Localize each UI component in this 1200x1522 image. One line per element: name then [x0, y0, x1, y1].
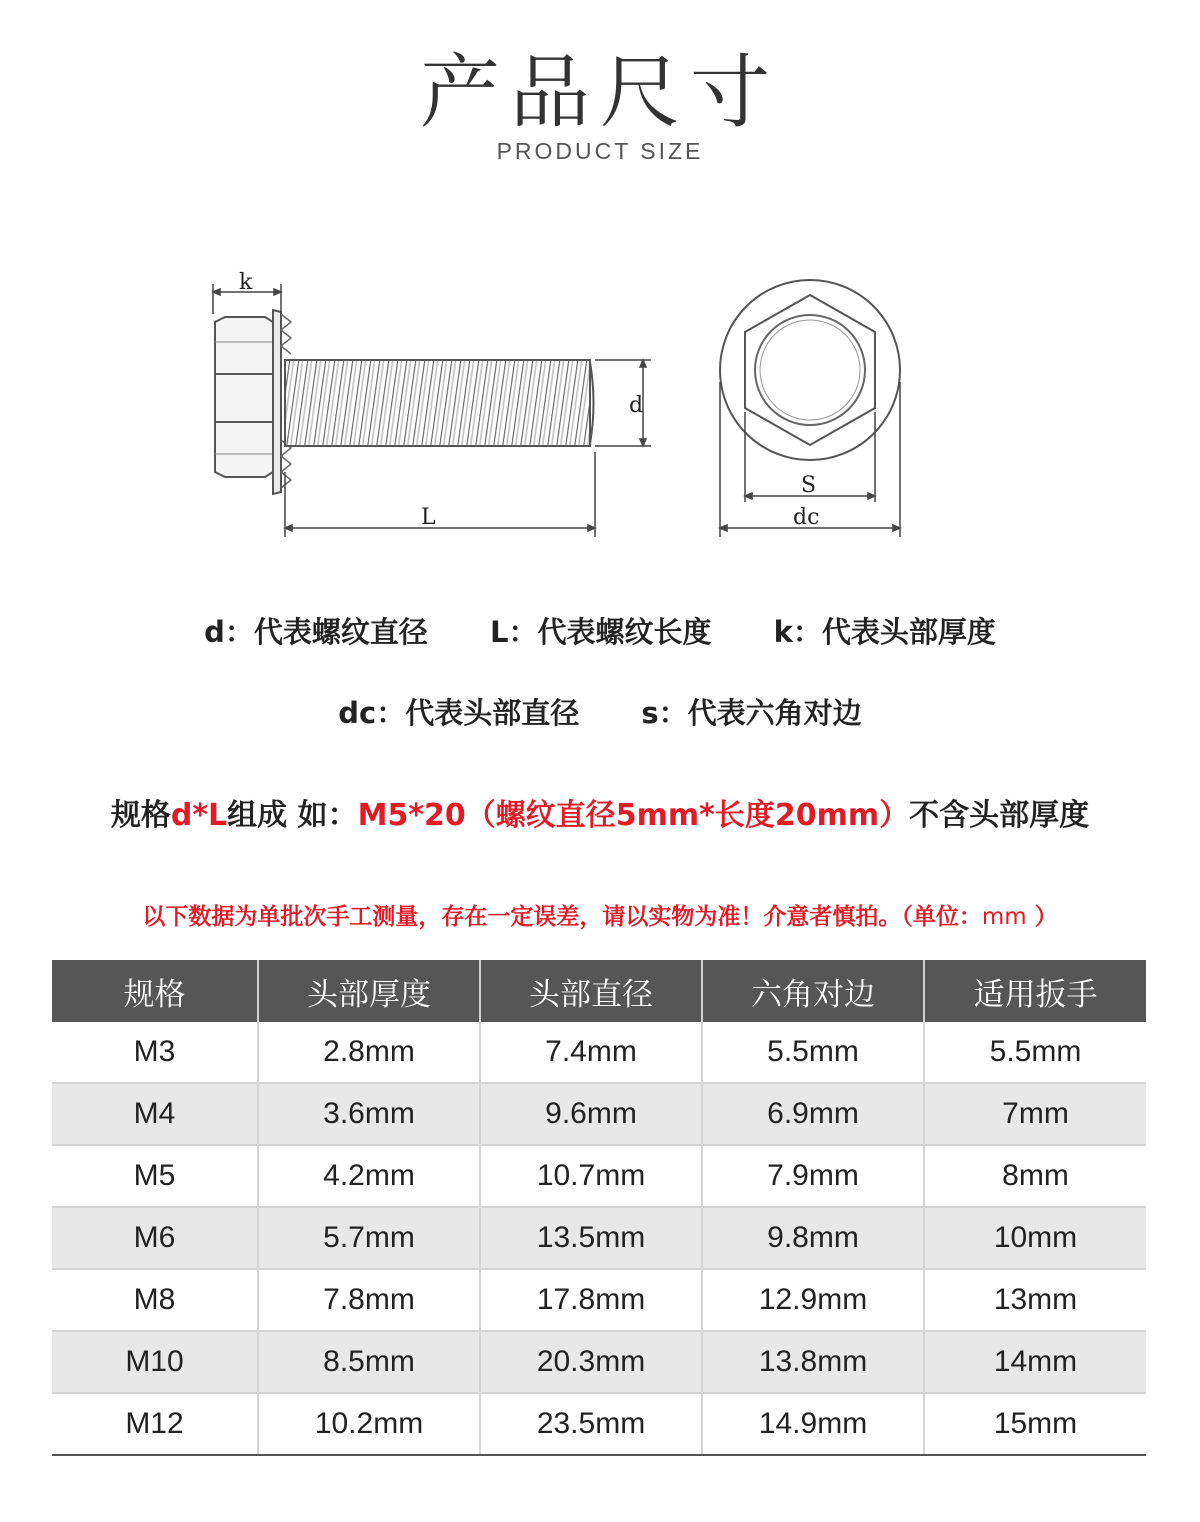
- label-s: S: [801, 473, 817, 498]
- cell: 12.9mm: [702, 1269, 924, 1331]
- cell: M10: [52, 1331, 258, 1393]
- bolt-side-view: [215, 310, 594, 494]
- label-L: L: [421, 505, 436, 530]
- legend-item-d: d：代表螺纹直径: [204, 615, 428, 649]
- header-wrench-size: 适用扳手: [924, 960, 1146, 1022]
- measurement-notice: 以下数据为单批次手工测量，存在一定误差，请以实物为准！介意者慎拍。（单位：mm ）: [142, 904, 1058, 930]
- cell: 7.8mm: [258, 1269, 480, 1331]
- table-row: [52, 1331, 1146, 1393]
- cell: 10.7mm: [480, 1145, 702, 1207]
- header-hex-across-flats: 六角对边: [702, 960, 924, 1022]
- cell: 7.4mm: [480, 1022, 702, 1083]
- cell: 15mm: [924, 1393, 1146, 1455]
- table-header-row: [52, 960, 1146, 1022]
- header-head-diameter: 头部直径: [480, 960, 702, 1022]
- legend-row-2: [0, 691, 1200, 732]
- bolt-diagram: [195, 262, 1145, 552]
- cell: 10mm: [924, 1207, 1146, 1269]
- label-k: k: [239, 270, 253, 295]
- table-row: [52, 1269, 1146, 1331]
- cell: M8: [52, 1269, 258, 1331]
- legend-item-s: s：代表六角对边: [641, 696, 862, 730]
- cell: 7.9mm: [702, 1145, 924, 1207]
- table-row: [52, 1083, 1146, 1145]
- cell: 17.8mm: [480, 1269, 702, 1331]
- bolt-top-view: [720, 280, 900, 460]
- cell: M6: [52, 1207, 258, 1269]
- legend-item-dc: dc：代表头部直径: [338, 696, 580, 730]
- cell: 23.5mm: [480, 1393, 702, 1455]
- label-d: d: [629, 393, 644, 418]
- spec-line: 规格d*L组成 如：M5*20（螺纹直径5mm*长度20mm）不含头部厚度: [110, 798, 1090, 833]
- header-spec: 规格: [52, 960, 258, 1022]
- table-row: [52, 1393, 1146, 1455]
- cell: 4.2mm: [258, 1145, 480, 1207]
- table-row: [52, 1145, 1146, 1207]
- cell: 9.6mm: [480, 1083, 702, 1145]
- page-title: 产品尺寸: [420, 46, 780, 139]
- cell: 13.8mm: [702, 1331, 924, 1393]
- cell: 6.9mm: [702, 1083, 924, 1145]
- cell: M5: [52, 1145, 258, 1207]
- cell: 5.7mm: [258, 1207, 480, 1269]
- cell: M4: [52, 1083, 258, 1145]
- cell: 13.5mm: [480, 1207, 702, 1269]
- cell: 8mm: [924, 1145, 1146, 1207]
- cell: 9.8mm: [702, 1207, 924, 1269]
- page-subtitle: PRODUCT SIZE: [496, 138, 704, 164]
- cell: 7mm: [924, 1083, 1146, 1145]
- cell: 8.5mm: [258, 1331, 480, 1393]
- cell: 14mm: [924, 1331, 1146, 1393]
- table-row: [52, 1207, 1146, 1269]
- cell: 5.5mm: [924, 1022, 1146, 1083]
- spec-example: M5*20（螺纹直径5mm*长度20mm）: [357, 798, 910, 833]
- cell: M3: [52, 1022, 258, 1083]
- cell: 13mm: [924, 1269, 1146, 1331]
- legend-row-1: [0, 610, 1200, 651]
- table-row: [52, 1022, 1146, 1083]
- cell: 3.6mm: [258, 1083, 480, 1145]
- size-table: [52, 960, 1146, 1456]
- cell: M12: [52, 1393, 258, 1455]
- cell: 20.3mm: [480, 1331, 702, 1393]
- legend-item-k: k：代表头部厚度: [773, 615, 996, 649]
- cell: 5.5mm: [702, 1022, 924, 1083]
- cell: 10.2mm: [258, 1393, 480, 1455]
- legend-item-L: L：代表螺纹长度: [489, 615, 712, 649]
- header-head-thickness: 头部厚度: [258, 960, 480, 1022]
- cell: 14.9mm: [702, 1393, 924, 1455]
- cell: 2.8mm: [258, 1022, 480, 1083]
- label-dc: dc: [793, 505, 820, 530]
